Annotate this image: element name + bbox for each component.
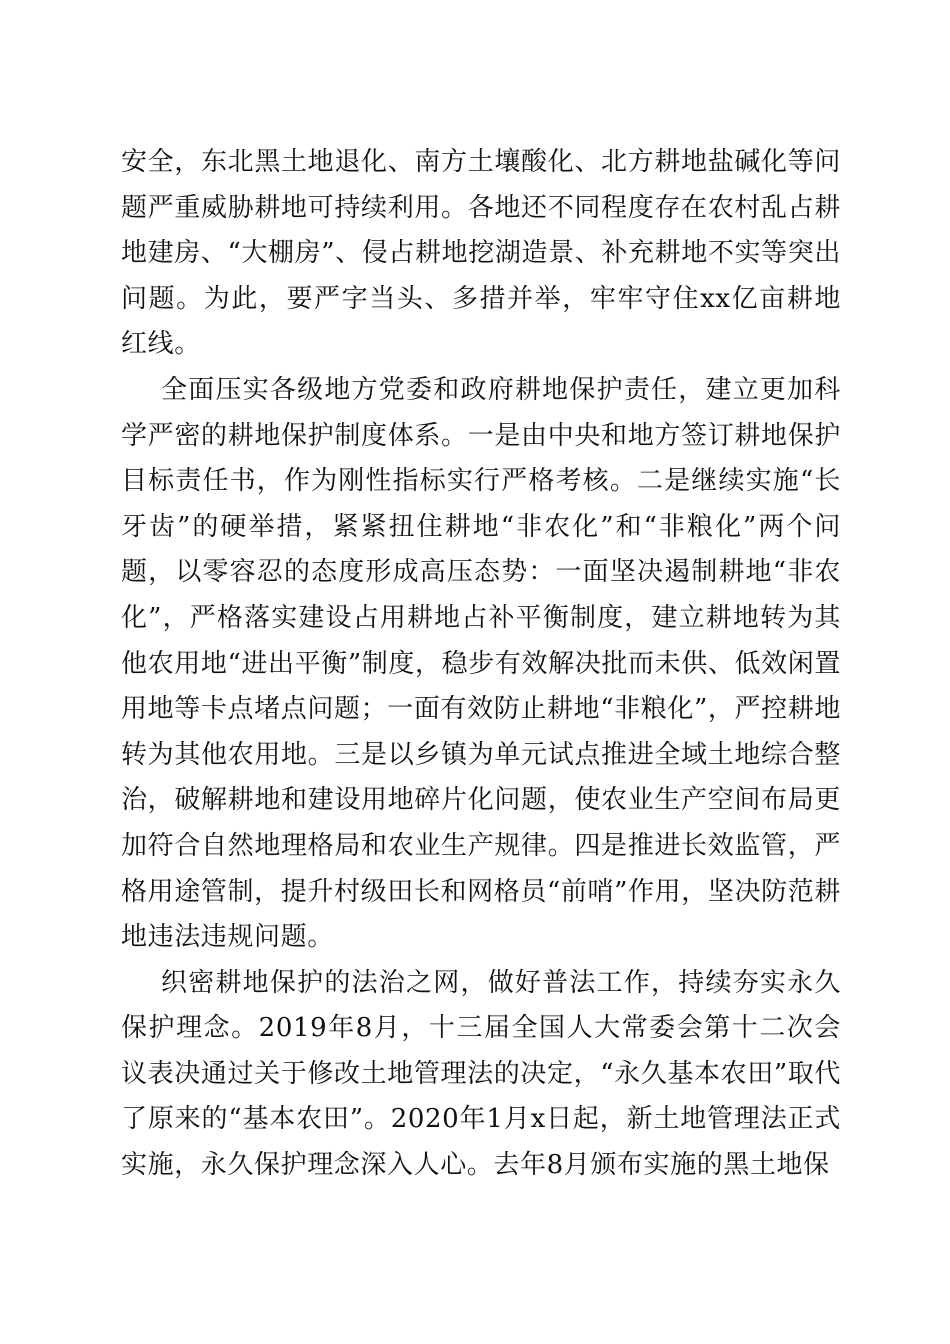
paragraph-3: 织密耕地保护的法治之网，做好普法工作，持续夯实永久保护理念。2019年8月，十三届全国人大常委会第十二次会议表决通过关于修改土地管理法的决定，“永久基本农田”取代了原来的“基本农田”。2020年1月x日起，新土地管理法正式实施，永久保护理念深入人心。去年8月颁布实施的黑土地保: [121, 967, 841, 1181]
paragraph-2: 全面压实各级地方党委和政府耕地保护责任，建立更加科学严密的耕地保护制度体系。一是由中央和地方签订耕地保护目标责任书，作为刚性指标实行严格考核。二是继续实施“长牙齿”的硬举措，紧紧扭住耕地“非农化”和“非粮化”两个问题，以零容忍的态度形成高压态势：一面坚决遏制耕地“非农化”，严格落实建设占用耕地占补平衡制度，建立耕地转为其他农用地“进出平衡”制度，稳步有效解决批而未供、低效闲置用地等卡点堵点问题；一面有效防止耕地“非粮化”，严控耕地转为其他农用地。三是以乡镇为单元试点推进全域土地综合整治，破解耕地和建设用地碎片化问题，使农业生产空间布局更加符合自然地理格局和农业生产规律。四是推进长效监管，严格用途管制，提升村级田长和网格员“前哨”作用，坚决防范耕地违法违规问题。: [121, 374, 841, 953]
document-body: [121, 140, 841, 1189]
paragraph-1: 安全，东北黑土地退化、南方土壤酸化、北方耕地盐碱化等问题严重威胁耕地可持续利用。各地还不同程度存在农村乱占耕地建房、“大棚房”、侵占耕地挖湖造景、补充耕地不实等突出问题。为此，要严字当头、多措并举，牢牢守住xx亿亩耕地红线。: [121, 147, 841, 360]
